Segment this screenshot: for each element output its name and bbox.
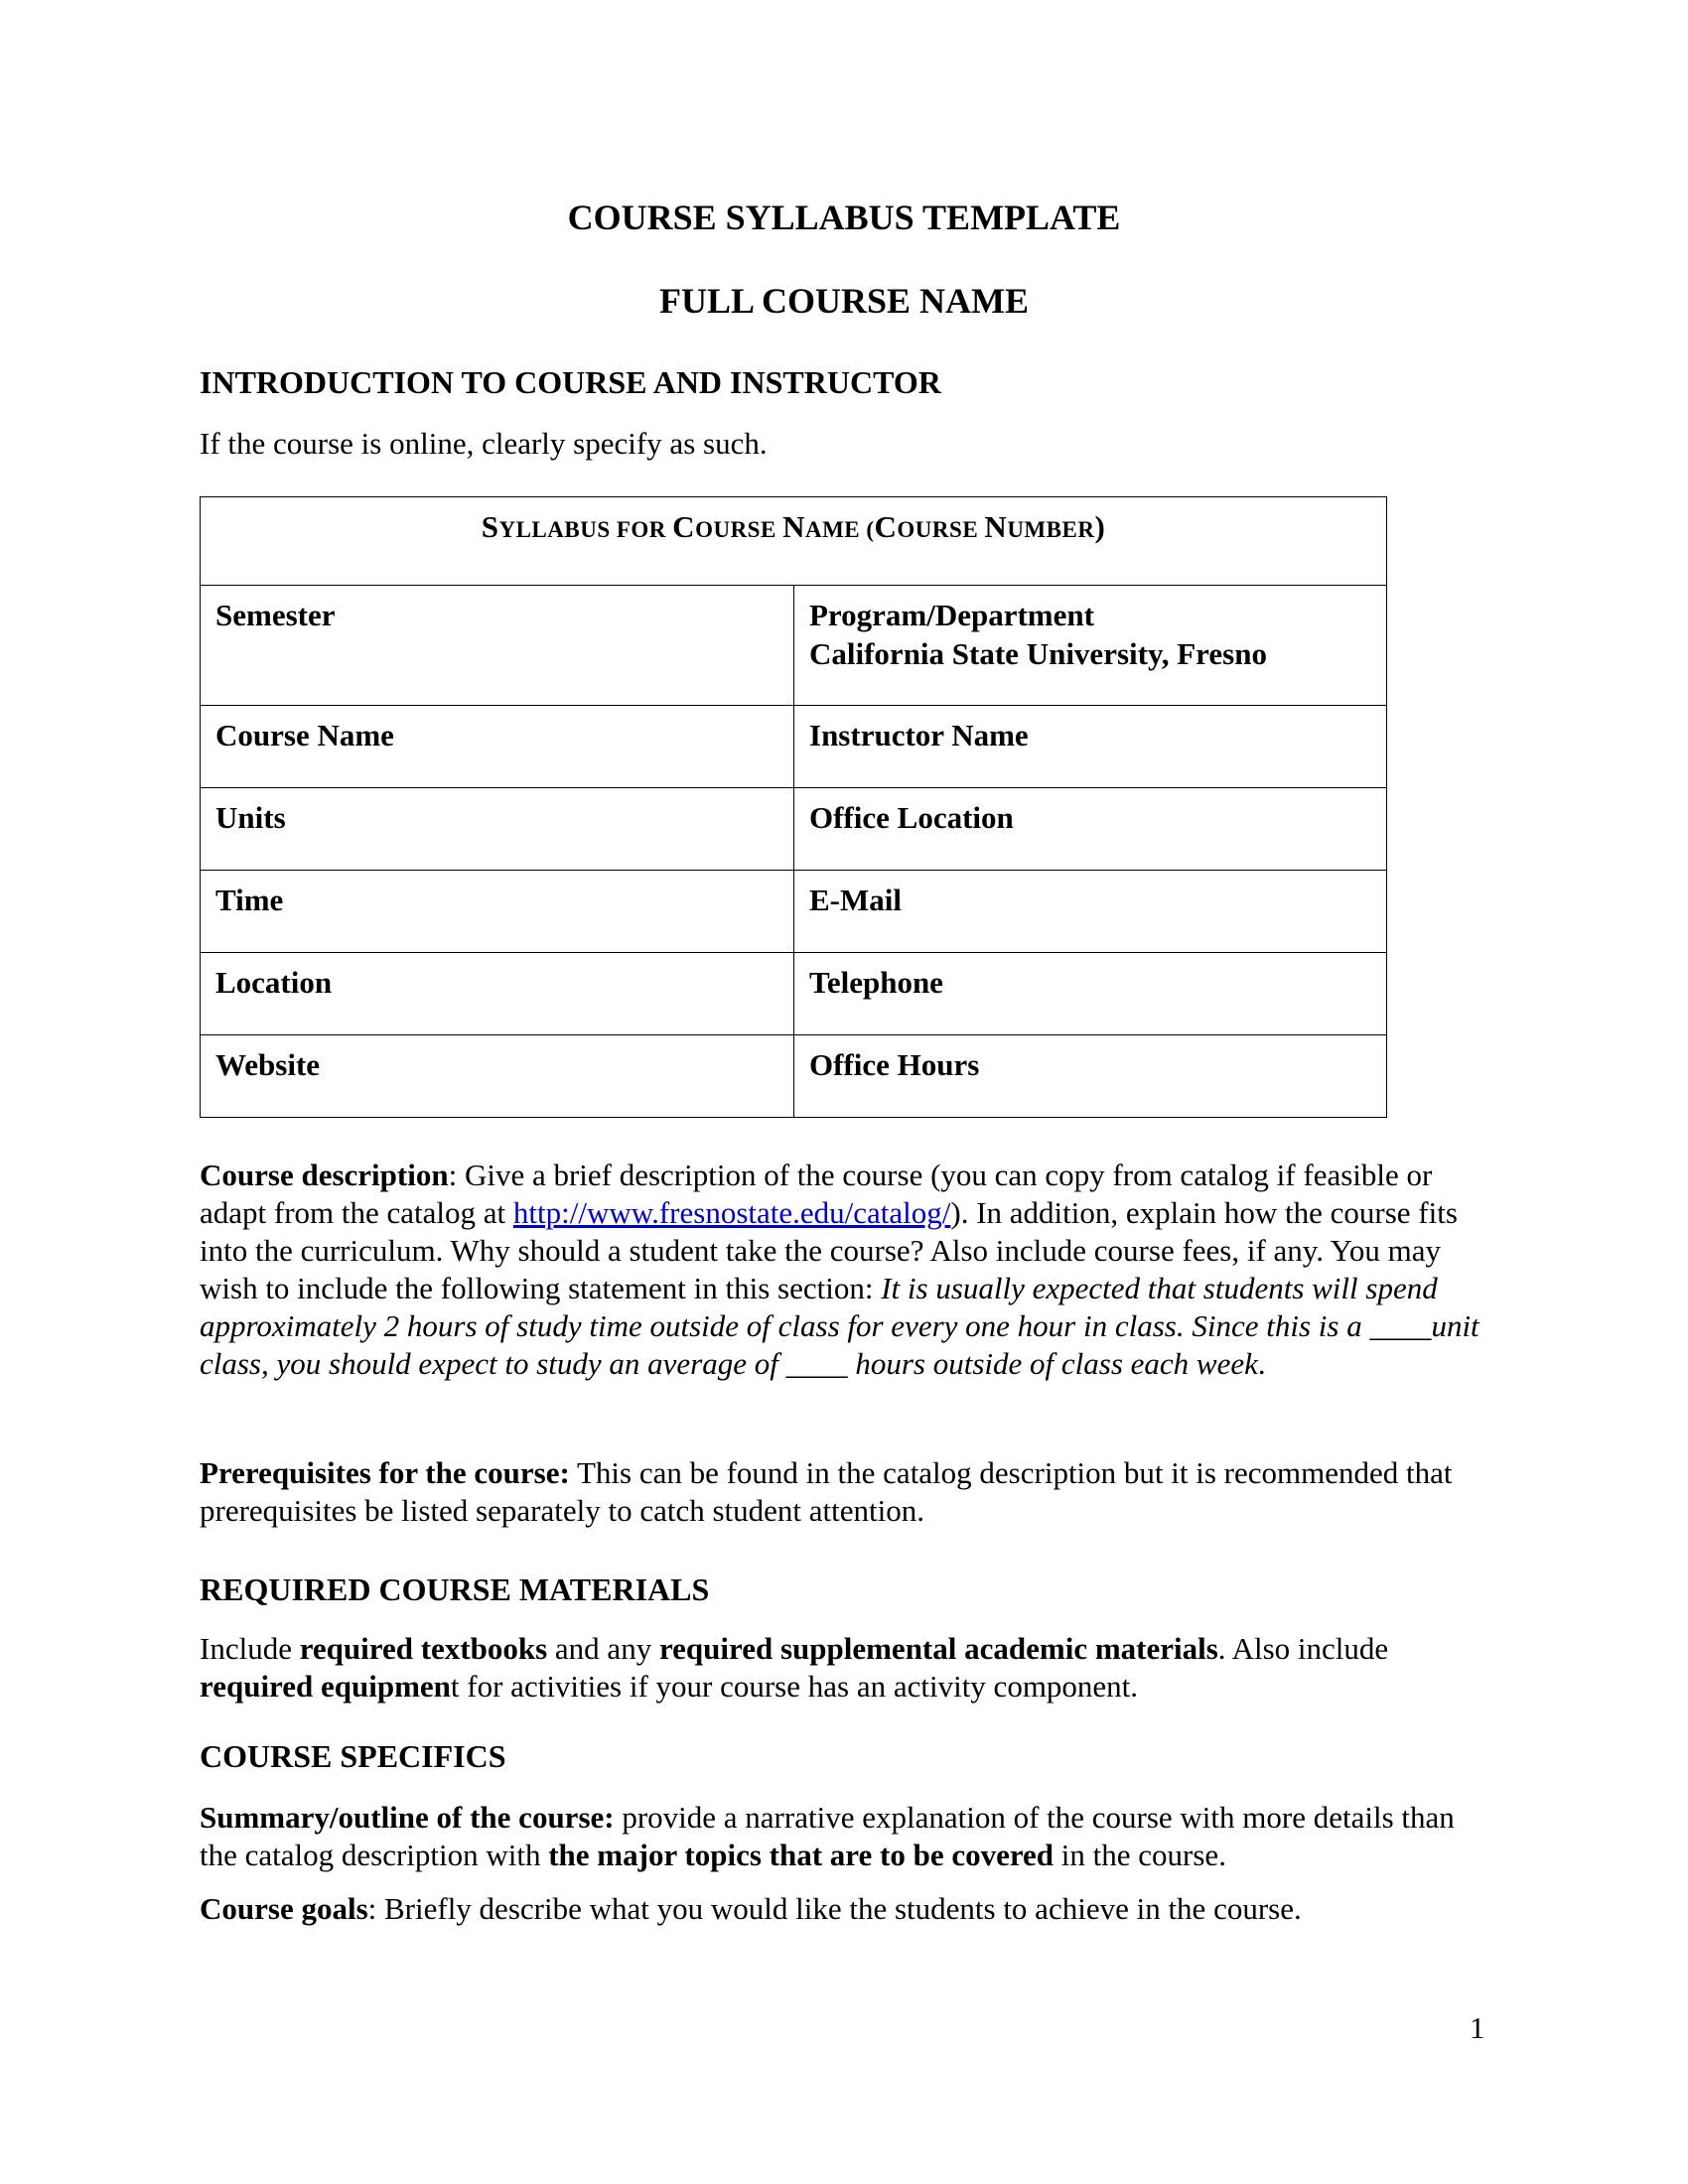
table-caption-row [201, 497, 1387, 586]
caption-part: OURSE [897, 517, 985, 542]
materials-text: and any [547, 1631, 659, 1666]
study-time-statement: It is usually expected that students will spend approximately 2 hours of study time outside of class for every one hour in class. Since this is a ____unit class, you should expect to study an average of ____ hours outside of class each week [200, 1271, 1479, 1381]
summary-bold: the major topics that are to be covered [548, 1838, 1055, 1872]
table-cell-office-location: Office Location [794, 788, 1387, 871]
course-description-text: : Give a brief description of the course (you can copy from catalog if feasible or adapt from the catalog at [200, 1158, 1433, 1230]
table-cell-email: E-Mail [794, 871, 1387, 953]
university-label: California State University, Fresno [809, 636, 1267, 671]
caption-part: ) [1094, 509, 1106, 544]
table-cell-units: Units [201, 788, 794, 871]
materials-text: t for activities if your course has an activity component. [450, 1669, 1139, 1704]
table-caption [201, 497, 1387, 586]
course-description-text: ). In addition, explain how the course fits into the curriculum. Why should a student take the course? Also include course fees, if any. You may wish to include the following statement in this section: [200, 1195, 1458, 1305]
program-label: Program/Department [809, 598, 1094, 632]
syllabus-info-table [200, 496, 1387, 1118]
intro-heading: INTRODUCTION TO COURSE AND INSTRUCTOR [200, 364, 941, 400]
prerequisites-label: Prerequisites for the course: [200, 1455, 570, 1490]
materials-paragraph [200, 1630, 1490, 1706]
table-row [201, 871, 1387, 953]
caption-part: N [782, 509, 805, 544]
table-cell-office-hours: Office Hours [794, 1035, 1387, 1118]
summary-label: Summary/outline of the course: [200, 1800, 615, 1835]
materials-bold: required textbooks [299, 1631, 548, 1666]
prerequisites-paragraph [200, 1454, 1490, 1530]
goals-text: : Briefly describe what you would like the students to achieve in the course. [367, 1891, 1302, 1926]
table-cell-location: Location [201, 953, 794, 1035]
table-row [201, 788, 1387, 871]
course-description-end: . [1257, 1346, 1266, 1381]
caption-part: N [984, 509, 1008, 544]
summary-paragraph [200, 1799, 1490, 1874]
caption-part: UMBER [1007, 517, 1095, 542]
specifics-heading: COURSE SPECIFICS [200, 1738, 506, 1774]
summary-text: provide a narrative explanation of the course with more details than the catalog description with [200, 1800, 1455, 1872]
table-row [201, 1035, 1387, 1118]
intro-note: If the course is online, clearly specify as such. [200, 426, 768, 461]
table-row [201, 953, 1387, 1035]
materials-text: . Also include [1217, 1631, 1389, 1666]
catalog-link[interactable]: http://www.fresnostate.edu/catalog/ [512, 1195, 951, 1230]
materials-bold: required equipmen [200, 1669, 451, 1704]
materials-heading: REQUIRED COURSE MATERIALS [200, 1571, 710, 1607]
caption-part: C [672, 509, 696, 544]
goals-paragraph [200, 1890, 1490, 1928]
course-description-paragraph [200, 1157, 1490, 1383]
caption-part: S [481, 509, 499, 544]
caption-part: OURSE [695, 517, 783, 542]
prerequisites-text: This can be found in the catalog description but it is recommended that prerequisites be listed separately to catch student attention. [200, 1455, 1453, 1528]
document-title: COURSE SYLLABUS TEMPLATE [567, 198, 1121, 237]
caption-part: AME ( [804, 517, 875, 542]
caption-part: C [874, 509, 898, 544]
table-row [201, 706, 1387, 788]
table-cell-semester: Semester [201, 586, 794, 706]
table-cell-course-name: Course Name [201, 706, 794, 788]
materials-text: Include [200, 1631, 300, 1666]
table-cell-website: Website [201, 1035, 794, 1118]
materials-bold: required supplemental academic materials [658, 1631, 1218, 1666]
page-number: 1 [1470, 2010, 1485, 2045]
table-cell-time: Time [201, 871, 794, 953]
document-subtitle: FULL COURSE NAME [658, 281, 1030, 321]
caption-part: YLLABUS FOR [498, 517, 673, 542]
course-description-label: Course description [200, 1158, 449, 1192]
summary-text: in the course. [1054, 1838, 1226, 1872]
table-row [201, 586, 1387, 706]
table-cell-telephone: Telephone [794, 953, 1387, 1035]
table-cell-instructor-name: Instructor Name [794, 706, 1387, 788]
goals-label: Course goals [200, 1891, 368, 1926]
table-cell-program [794, 586, 1387, 706]
